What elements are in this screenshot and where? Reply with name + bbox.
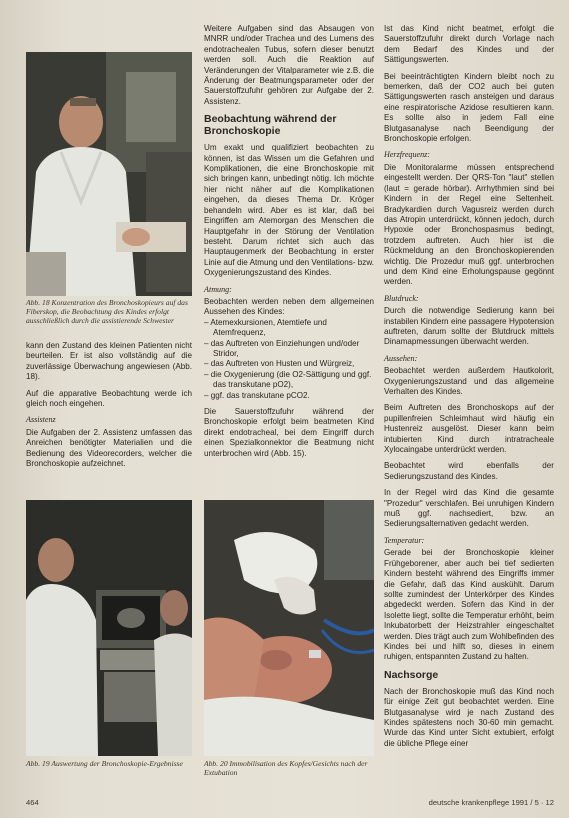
col3-paragraph-4: Durch die notwendige Sedierung kann bei instabilen Kindern eine passagere Hypotension auftreten, darum sollte der Blutdruck mittels Dinamapmessungen überwacht werden. bbox=[384, 306, 554, 347]
col2-paragraph-1: Weitere Aufgaben sind das Absaugen von MNRR und/oder Trachea und des Lumens des endotrachealen Tubus, sofern dieser benutzt werden soll. Auch die Reaktion auf Veränderungen der Vitalparameter wie z.B. die Änderung der Beatmungsparameter oder der Sauerstoffzufuhr gehören zur Aufgabe der 2. Assistenz. bbox=[204, 24, 374, 106]
assistenz-heading: Assistenz bbox=[26, 415, 56, 425]
photo-head-immobilisation bbox=[204, 500, 374, 756]
photo-video-evaluation bbox=[26, 500, 192, 756]
list-item: – Atemexkursionen, Atemtiefe und Atemfrequenz, bbox=[204, 318, 374, 339]
aussehen-heading: Aussehen: bbox=[384, 353, 418, 363]
photo-head-immobilisation-image bbox=[204, 500, 374, 756]
col1-paragraph-2: Auf die apparative Beobachtung werde ich gleich noch eingehen. bbox=[26, 388, 192, 409]
figure-20-caption: Abb. 20 Immobilisation des Kopfes/Gesichts nach der Extubation bbox=[204, 759, 368, 778]
col3-paragraph-7: Beobachtet wird ebenfalls der Sedierungszustand des Kindes. bbox=[384, 461, 554, 481]
col3-paragraph-5: Beobachtet werden außerdem Hautkolorit, Oxygenierungszustand und das allgemeine Verhalten des Kindes. bbox=[384, 366, 554, 396]
section-heading-beobachtung: Beobachtung während der Bronchoskopie bbox=[204, 113, 337, 138]
list-item: – ggf. das transkutane pCO2. bbox=[204, 391, 374, 401]
photo-video-evaluation-image bbox=[26, 500, 192, 756]
page-number: 464 bbox=[26, 798, 39, 807]
col3-paragraph-8: In der Regel wird das Kind die gesamte "Prozedur" verschlafen. Bei unruhigen Kindern muß ggf. nachsediert, bzw. an Sedierungsalternativen gedacht werden. bbox=[384, 488, 554, 529]
col1-paragraph-1: kann den Zustand des kleinen Patienten nicht beurteilen. Er ist also vollständig auf die zuverlässige Überwachung angewiesen (Abb. 18). bbox=[26, 341, 192, 382]
column-1 bbox=[26, 341, 192, 475]
atmung-heading: Atmung: bbox=[204, 284, 232, 294]
journal-footer: deutsche krankenpflege 1991 / 5 · 12 bbox=[428, 798, 554, 807]
col1-paragraph-3: Die Aufgaben der 2. Assistenz umfassen das Anreichen benötigter Materialien und die Bedienung des Videorecorders, welcher die Bronchoskopie aufzeichnet. bbox=[26, 427, 192, 469]
list-item: – die Oxygenierung (die O2-Sättigung und ggf. das transkutane pO2), bbox=[204, 370, 374, 391]
temperatur-heading: Temperatur: bbox=[384, 535, 425, 545]
col3-paragraph-3: Die Monitoralarme müssen entsprechend eingestellt werden. Der QRS-Ton "laut" stellen (laut = gerade hörbar). Arrhythmien sind bei Kindern in der Regel eine Seltenheit. Bradykardien durch Vagusreiz werden durch das Atropin unterdrückt, können jedoch, durch Hypoxie oder Bronchospasmus bedingt, trotzdem auftreten. Auch hier ist die Rückmeldung an den Bronchoskopierenden wichtig. Die Prozedur muß ggf. unterbrochen und dem Kind eine Erholungspause gegönnt werden. bbox=[384, 162, 554, 287]
photo-bronchoscopist-image bbox=[26, 52, 192, 296]
herzfrequenz-heading: Herzfrequenz: bbox=[384, 150, 431, 160]
col3-paragraph-9: Gerade bei der Bronchoskopie kleiner Frühgeborener, aber auch bei tief sedierten Kindern besteht während des Eingriffs immer die Gefahr, daß das Kind auskühlt. Darum sollte zumindest der Unterkörper des Kindes abgedeckt werden. Sofern das Kind in der Isolette liegt, sollte die Temperatur erhöht, beim Inkubatorbett der Heizstrahler eingeschaltet werden. Dies trägt auch zum Wohlbefinden des Kindes bei und hilft so, dieses in einem ruhigen, entspannten Zustand zu halten. bbox=[384, 548, 554, 662]
observation-list bbox=[204, 318, 374, 401]
figure-19-caption: Abb. 19 Auswertung der Bronchoskopie-Ergebnisse bbox=[26, 759, 183, 768]
list-item: – das Auftreten von Einziehungen und/oder Stridor, bbox=[204, 339, 374, 360]
blutdruck-heading: Blutdruck: bbox=[384, 293, 419, 303]
column-3 bbox=[384, 24, 554, 755]
col2-paragraph-2: Um exakt und qualifiziert beobachten zu können, ist das Wissen um die Gefahren und Komplikationen, die eine Bronchoskopie mit sich bringen kann, unbedingt nötig. Ich möchte hier nicht näher auf die Komplikationen eingehen, da dieses Thema Dr. Kröger behandeln wird. Aber es ist klar, daß bei Eingriffen am Atemorgan des Menschen die Hauptgefahr in der Störung der Ventilation besteht. Darum richtet sich auch das Hauptaugenmerk der Beobachtung in erster Linie auf die Atmung und den Ventilations- bzw. Oxygenierungszustand des Kindes. bbox=[204, 143, 374, 278]
col3-paragraph-10: Nach der Bronchoskopie muß das Kind noch für einige Zeit gut beobachtet werden. Eine Blutgasanalyse wird je nach Zustand des Kindes spätestens noch 30-60 min gemacht. Wurde das Kind unter Sicht extubiert, erfolgt die übliche Pflege einer bbox=[384, 686, 554, 748]
figure-18-caption: Abb. 18 Konzentration des Bronchoskopieurs auf das Fiberskop, die Beobachtung des Kindes erfolgt ausschließlich durch die assistierende Schwester bbox=[26, 298, 188, 326]
col2-paragraph-3: Beobachten werden neben dem allgemeinen Aussehen des Kindes: bbox=[204, 296, 374, 317]
col3-paragraph-2: Bei beeinträchtigten Kindern bleibt noch zu bemerken, daß der CO2 auch bei guten Sättigungswerten rasch ansteigen und daraus eine respiratorische Azidose resultieren kann. Es sollte also in jedem Fall eine Blutgasanalyse nach Beendigung der Bronchoskopie erfolgen. bbox=[384, 71, 554, 144]
list-item: – das Auftreten von Husten und Würgreiz, bbox=[204, 359, 374, 369]
col3-paragraph-1: Ist das Kind nicht beatmet, erfolgt die Sauerstoffzufuhr direkt durch Vorlage nach dem Bedarf des Kindes und der Sättigungswerten. bbox=[384, 24, 554, 65]
col3-paragraph-6: Beim Auftreten des Bronchoskops auf der pupillenfreien Schleimhaut wird häufig ein Hustenreiz ausgelöst. Dieser kann beim intubierten Kind durch intratracheale Xylocaingabe unterdrückt werden. bbox=[384, 403, 554, 455]
section-heading-nachsorge: Nachsorge bbox=[384, 668, 439, 681]
column-2 bbox=[204, 24, 374, 465]
col2-paragraph-4: Die Sauerstoffzufuhr während der Bronchoskopie erfolgt beim beatmeten Kind direkt endotracheal, bei dem Eingriff durch einen Spezialkonnektor die Beatmung nicht unterbrochen wird (Abb. 15). bbox=[204, 407, 374, 458]
photo-bronchoscopist bbox=[26, 52, 192, 296]
